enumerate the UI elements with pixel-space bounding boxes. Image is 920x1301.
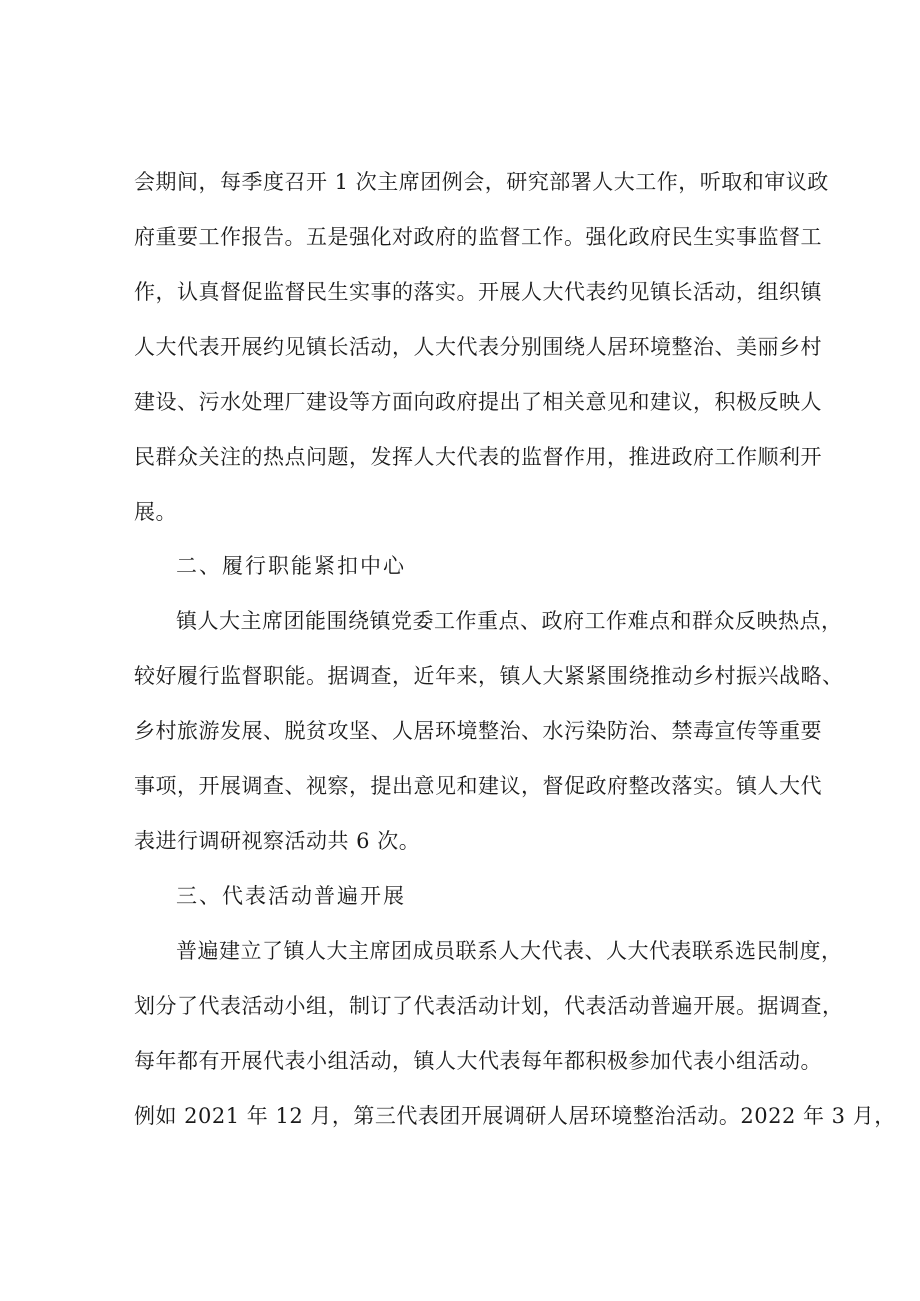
paragraph-1-line-3: 作，认真督促监督民生实事的落实。开展人大代表约见镇长活动，组织镇 (134, 280, 822, 304)
paragraph-2-line-1: 镇人大主席团能围绕镇党委工作重点、政府工作难点和群众反映热点， (176, 609, 843, 633)
paragraph-3-line-3: 每年都有开展代表小组活动，镇人大代表每年都积极参加代表小组活动。 (134, 1049, 822, 1073)
paragraph-3-line-2: 划分了代表活动小组，制订了代表活动计划，代表活动普遍开展。据调查， (134, 994, 844, 1018)
paragraph-1-line-5: 建设、污水处理厂建设等方面向政府提出了相关意见和建议，积极反映人 (134, 390, 822, 414)
paragraph-3-line-4: 例如 2021 年 12 月，第三代表团开展调研人居环境整治活动。2022 年 3 月， (134, 1104, 896, 1128)
paragraph-3-line-1: 普遍建立了镇人大主席团成员联系人大代表、人大代表联系选民制度， (176, 939, 843, 963)
section-heading-3: 三、代表活动普遍开展 (176, 884, 406, 908)
paragraph-1-line-4: 人大代表开展约见镇长活动，人大代表分别围绕人居环境整治、美丽乡村 (134, 335, 822, 359)
paragraph-2-line-3: 乡村旅游发展、脱贫攻坚、人居环境整治、水污染防治、禁毒宣传等重要 (134, 719, 822, 743)
section-heading-2: 二、履行职能紧扣中心 (176, 554, 406, 578)
paragraph-1-line-7: 展。 (134, 500, 177, 524)
paragraph-1-line-6: 民群众关注的热点问题，发挥人大代表的监督作用，推进政府工作顺利开 (134, 445, 822, 469)
paragraph-1-line-1: 会期间，每季度召开 1 次主席团例会，研究部署人大工作，听取和审议政 (134, 170, 829, 194)
paragraph-2-line-2: 较好履行监督职能。据调查，近年来，镇人大紧紧围绕推动乡村振兴战略、 (134, 664, 844, 688)
paragraph-2-line-5: 表进行调研视察活动共 6 次。 (134, 829, 421, 853)
paragraph-1-line-2: 府重要工作报告。五是强化对政府的监督工作。强化政府民生实事监督工 (134, 225, 822, 249)
paragraph-2-line-4: 事项，开展调查、视察，提出意见和建议，督促政府整改落实。镇人大代 (134, 774, 822, 798)
